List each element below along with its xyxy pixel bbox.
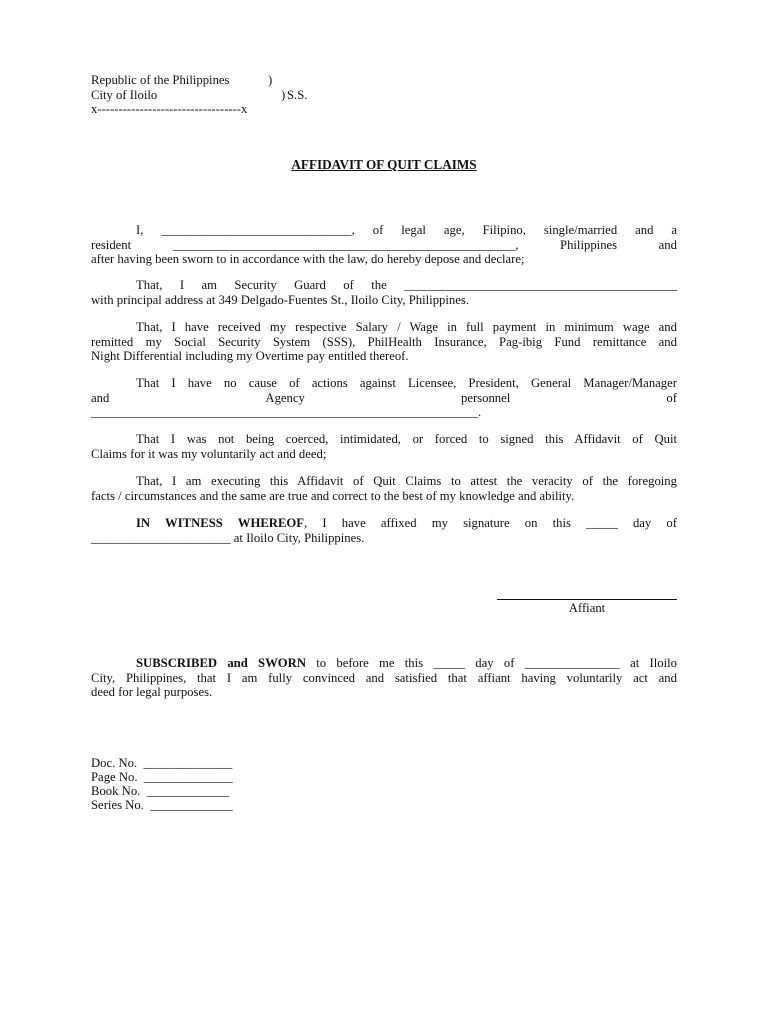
cause-word-and: and — [91, 390, 110, 405]
salary-line-3: Night Differential including my Overtime pay entitled thereof. — [91, 349, 409, 364]
witness-line-2: ______________________ at Iloilo City, Philippines. — [91, 530, 365, 545]
registry-page-no: Page No. ______________ — [91, 770, 233, 784]
subscribed-line-3: deed for legal purposes. — [91, 685, 213, 700]
witness-bold-lead: IN WITNESS WHEREOF — [136, 516, 305, 530]
intro-paragraph — [91, 223, 677, 267]
venue-line-1 — [91, 73, 273, 88]
no-cause-paragraph — [91, 376, 677, 420]
intro-line-2: resident ______________________________________________________, Philippines and — [91, 237, 677, 252]
venue-republic: Republic of the Philippines — [91, 73, 230, 87]
registry-series-no: Series No. _____________ — [91, 798, 233, 812]
coerced-line-2: Claims for it was my voluntarily act and deed; — [91, 446, 327, 461]
security-guard-paragraph — [91, 278, 677, 307]
guard-line-1: That, I am Security Guard of the ___________________________________________ — [136, 278, 677, 292]
cause-word-of: of — [666, 390, 677, 405]
intro-line-3: after having been sworn to in accordance with the law, do hereby depose and declare; — [91, 252, 525, 267]
executing-line-2: facts / circumstances and the same are true and correct to the best of my knowledge and ability. — [91, 488, 575, 503]
executing-paragraph — [91, 474, 677, 503]
subscribed-sworn-paragraph — [91, 656, 677, 700]
cause-line-2 — [91, 391, 677, 406]
venue-paren-2: ) — [281, 87, 286, 102]
subscribed-line-1: SUBSCRIBED and SWORN to before me this _____ day of _______________ at Iloilo — [136, 656, 677, 670]
affiant-signature-line — [497, 599, 677, 600]
coerced-line-1: That I was not being coerced, intimidated, or forced to signed this Affidavit of Quit — [136, 432, 677, 446]
venue-separator: x----------------------------------x — [91, 102, 248, 116]
salary-paragraph — [91, 320, 677, 364]
subscribed-line-2: City, Philippines, that I am fully convinced and satisfied that affiant having voluntarily act and — [91, 670, 677, 685]
cause-word-agency: Agency — [265, 390, 305, 405]
witness-line-1: IN WITNESS WHEREOF, I have affixed my signature on this _____ day of — [136, 516, 677, 530]
notarial-registry — [91, 756, 233, 812]
venue-ss: S.S. — [287, 87, 308, 102]
registry-doc-no: Doc. No. ______________ — [91, 756, 233, 770]
cause-word-personnel: personnel — [460, 390, 511, 405]
venue-city: City of Iloilo — [91, 87, 158, 102]
salary-line-2: remitted my Social Security System (SSS), PhilHealth Insurance, Pag-ibig Fund remittance and — [91, 334, 677, 349]
registry-book-no: Book No. _____________ — [91, 784, 230, 798]
subscribed-bold-lead: SUBSCRIBED and SWORN — [136, 656, 306, 670]
salary-line-1: That, I have received my respective Salary / Wage in full payment in minimum wage and — [136, 320, 677, 334]
venue-paren-1: ) — [268, 73, 273, 87]
cause-line-1: That I have no cause of actions against Licensee, President, General Manager/Manager — [136, 376, 677, 390]
not-coerced-paragraph — [91, 432, 677, 461]
witness-paragraph — [91, 516, 677, 545]
venue-block — [91, 73, 308, 117]
affiant-label: Affiant — [568, 601, 606, 615]
intro-line-1: I, ______________________________, of legal age, Filipino, single/married and a — [136, 223, 677, 237]
venue-line-2 — [91, 87, 308, 103]
cause-line-3: _____________________________________________________________. — [91, 405, 482, 420]
guard-line-2: with principal address at 349 Delgado-Fuentes St., Iloilo City, Philippines. — [91, 292, 469, 307]
document-title: AFFIDAVIT OF QUIT CLAIMS — [291, 157, 477, 172]
executing-line-1: That, I am executing this Affidavit of Quit Claims to attest the veracity of the foregoing — [136, 474, 677, 488]
